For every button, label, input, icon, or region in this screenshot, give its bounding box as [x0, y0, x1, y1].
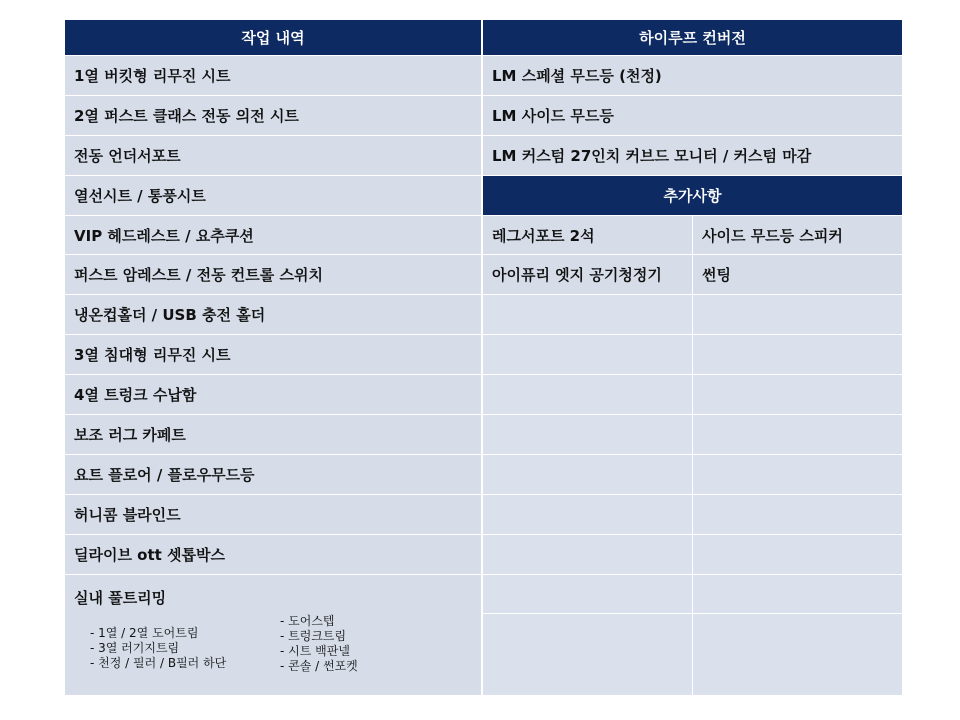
- header-extras: 추가사항: [483, 176, 903, 216]
- work-item: 요트 플로어 / 플로우무드등: [65, 455, 483, 495]
- extra-item: 아이퓨리 엣지 공기청정기: [483, 255, 693, 295]
- work-item: 4열 트렁크 수납함: [65, 375, 483, 415]
- empty-cell: [483, 535, 693, 575]
- work-item: 냉온컵홀더 / USB 충전 홀더: [65, 295, 483, 335]
- extra-item: 사이드 무드등 스피커: [693, 216, 903, 256]
- trim-item: - 콘솔 / 썬포켓: [280, 658, 358, 673]
- empty-cell: [693, 455, 903, 495]
- hilouf-item: LM 커스텀 27인치 커브드 모니터 / 커스텀 마감: [483, 136, 903, 176]
- work-item: 1열 버킷형 리무진 시트: [65, 56, 483, 96]
- empty-cell: [483, 375, 693, 415]
- work-item: 열선시트 / 통풍시트: [65, 176, 483, 216]
- empty-cell: [483, 455, 693, 495]
- header-hilouf: 하이루프 컨버전: [483, 20, 903, 56]
- work-item: 3열 침대형 리무진 시트: [65, 335, 483, 375]
- empty-cell: [693, 614, 903, 696]
- empty-cell: [483, 575, 693, 615]
- interior-trim-cell: [65, 575, 483, 697]
- trim-item: - 시트 백판넬: [280, 643, 350, 658]
- empty-cell: [693, 535, 903, 575]
- hilouf-item: LM 사이드 무드등: [483, 96, 903, 136]
- empty-cell: [483, 495, 693, 535]
- extra-item: 레그서포트 2석: [483, 216, 693, 256]
- work-item: 허니콤 블라인드: [65, 495, 483, 535]
- empty-cell: [693, 375, 903, 415]
- empty-cell: [483, 614, 693, 696]
- interior-trim-title: 실내 풀트리밍: [74, 588, 167, 607]
- extra-item: 썬팅: [693, 255, 903, 295]
- empty-cell: [693, 335, 903, 375]
- work-table: [65, 20, 903, 697]
- empty-cell: [693, 575, 903, 615]
- trim-item: - 트렁크트림: [280, 628, 347, 643]
- work-item: VIP 헤드레스트 / 요추쿠션: [65, 216, 483, 256]
- work-item: 전동 언더서포트: [65, 136, 483, 176]
- trim-list-left: [90, 626, 280, 674]
- work-item: 보조 러그 카페트: [65, 415, 483, 455]
- header-work: 작업 내역: [65, 20, 483, 56]
- trim-list-right: [280, 614, 358, 674]
- trim-item: - 천정 / 필러 / B필러 하단: [90, 655, 227, 670]
- empty-cell: [693, 495, 903, 535]
- empty-cell: [483, 295, 693, 335]
- trim-item: - 도어스텝: [280, 613, 335, 628]
- work-item: 퍼스트 암레스트 / 전동 컨트롤 스위치: [65, 255, 483, 295]
- work-item: 2열 퍼스트 클래스 전동 의전 시트: [65, 96, 483, 136]
- hilouf-item: LM 스페셜 무드등 (천정): [483, 56, 903, 96]
- trim-item: - 1열 / 2열 도어트림: [90, 625, 199, 640]
- empty-cell: [693, 295, 903, 335]
- empty-cell: [483, 335, 693, 375]
- empty-cell: [483, 415, 693, 455]
- empty-cell: [693, 415, 903, 455]
- trim-item: - 3열 러기지트림: [90, 640, 180, 655]
- work-item: 딜라이브 ott 셋톱박스: [65, 535, 483, 575]
